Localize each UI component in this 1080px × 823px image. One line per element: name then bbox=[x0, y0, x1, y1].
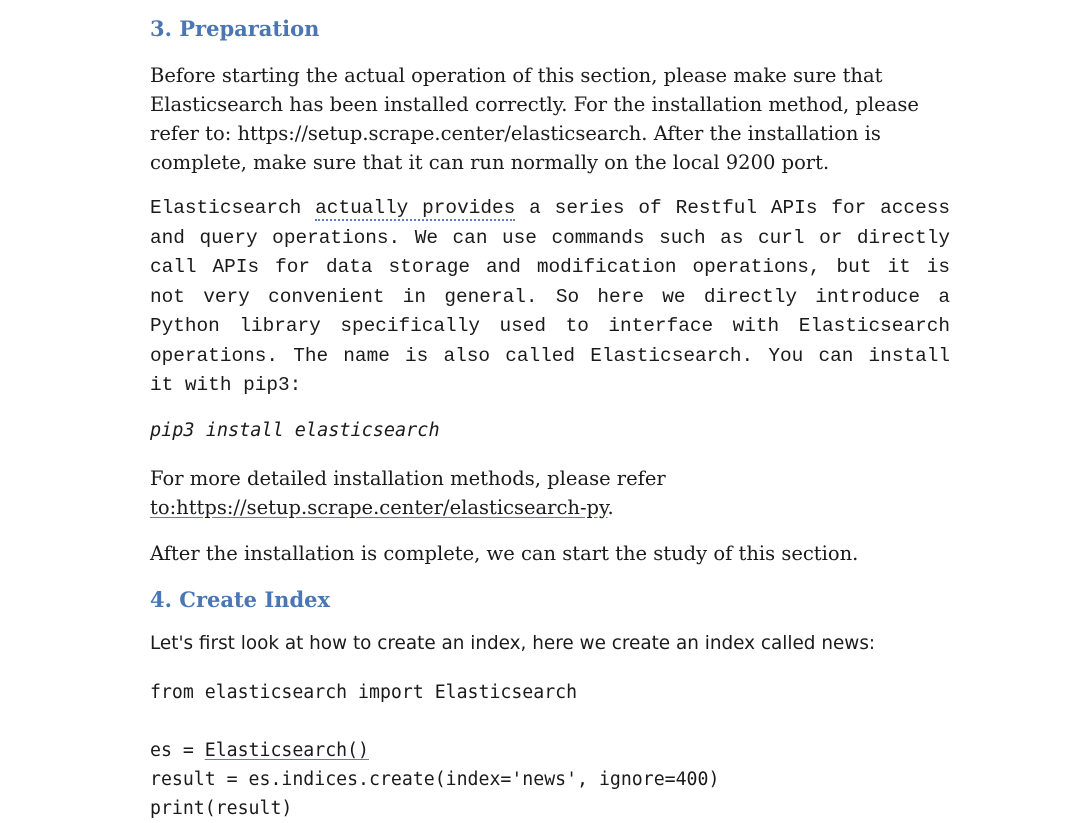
more-methods-line-1: For more detailed installation methods, please refer bbox=[150, 466, 666, 490]
preparation-line-1: Before starting the actual operation of this section, please make sure that bbox=[150, 64, 883, 87]
preparation-line-2: Elasticsearch has been installed correctly. For the installation method, please bbox=[150, 93, 919, 116]
api-paragraph-rest: a series of Restful APIs for access and query operations. We can use commands such as curl or directly call APIs for data storage and modification operations, but it is not very convenient in general. So here we directly introduce a Python library specifically used to interface with Elasticsearch operations. The name is also called Elasticsearch. You can install it with pip3: bbox=[150, 197, 950, 396]
code-es-prefix: es = bbox=[150, 739, 205, 761]
code-result-line: result = es.indices.create(index='news', ignore=400) bbox=[150, 768, 720, 790]
document-page bbox=[150, 14, 950, 823]
preparation-paragraph bbox=[150, 61, 950, 177]
code-import-line: from elasticsearch import Elasticsearch bbox=[150, 681, 578, 703]
preparation-line-4: complete, make sure that it can run normally on the local 9200 port. bbox=[150, 151, 830, 174]
more-methods-paragraph bbox=[150, 464, 950, 522]
code-es-line bbox=[150, 736, 950, 765]
more-methods-period: . bbox=[607, 495, 614, 519]
after-install-paragraph: After the installation is complete, we can start the study of this section. bbox=[150, 541, 859, 565]
elasticsearch-py-link[interactable]: to:https://setup.scrape.center/elasticsearch-py bbox=[150, 495, 608, 519]
code-es-call: Elasticsearch() bbox=[204, 739, 369, 761]
elasticsearch-api-paragraph bbox=[150, 194, 950, 401]
section-3-heading: 3. Preparation bbox=[150, 16, 320, 41]
pip-install-command: pip3 install elasticsearch bbox=[150, 419, 440, 441]
api-paragraph-prefix: Elasticsearch bbox=[150, 197, 316, 219]
more-methods-line-2 bbox=[150, 493, 950, 522]
code-print-line: print(result) bbox=[150, 797, 293, 819]
code-blank-line bbox=[150, 707, 950, 736]
create-index-intro: Let's first look at how to create an index, here we create an index called news: bbox=[150, 632, 876, 654]
spelling-underlined-phrase: actually provides bbox=[315, 197, 516, 219]
section-4-heading: 4. Create Index bbox=[150, 586, 331, 612]
code-block bbox=[150, 678, 950, 823]
preparation-line-3: refer to: https://setup.scrape.center/elasticsearch. After the installation is bbox=[150, 122, 881, 145]
